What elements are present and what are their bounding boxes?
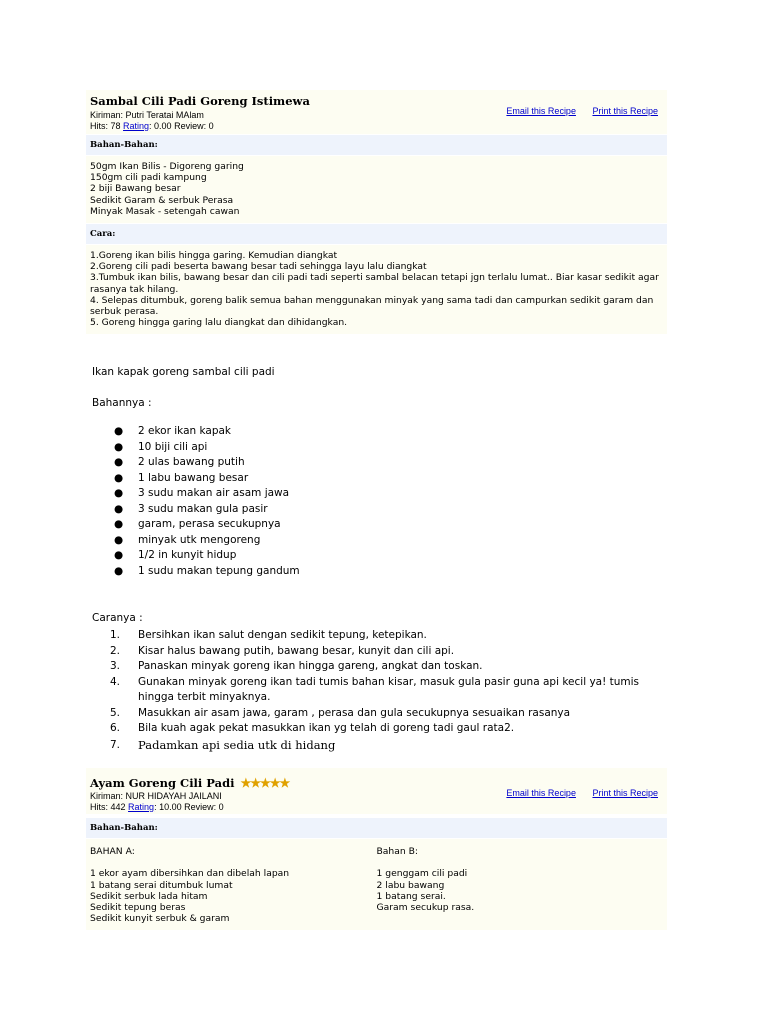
list-item <box>92 455 300 471</box>
step-text: Bersihkan ikan salut dengan sedikit tepung, ketepikan. <box>138 629 427 641</box>
step-item <box>92 628 672 644</box>
ingredient-text: 1 sudu makan tepung gandum <box>138 564 300 577</box>
bahan-line: Sedikit tepung beras <box>90 902 186 914</box>
email-recipe-link[interactable]: Email this Recipe <box>506 788 576 798</box>
hits-count: Hits: 442 <box>90 802 126 812</box>
bullet-icon: ● <box>114 471 124 484</box>
kapak-title: Ikan kapak goreng sambal cili padi <box>92 366 275 378</box>
list-item <box>92 548 300 564</box>
ingredient-text: 2 ulas bawang putih <box>138 456 245 468</box>
cara-line: 1.Goreng ikan bilis hingga garing. Kemudian diangkat <box>90 250 338 262</box>
recipe-actions <box>492 106 658 116</box>
step-number: 6. <box>110 722 121 734</box>
author-label: Kiriman: <box>90 110 124 120</box>
bullet-icon: ● <box>114 502 124 515</box>
print-recipe-link[interactable]: Print this Recipe <box>592 788 658 798</box>
recipe-title-text: Ayam Goreng Cili Padi <box>90 776 235 790</box>
ingredient-text: 1 labu bawang besar <box>138 471 249 484</box>
bahan-label: Bahan-Bahan <box>90 823 155 833</box>
rating-review: : 10.00 Review: 0 <box>154 802 224 812</box>
author-label: Kiriman: <box>90 791 124 801</box>
step-number: 2. <box>110 644 121 657</box>
bahan-line: 2 biji Bawang besar <box>90 183 181 195</box>
cara-line: 4. Selepas ditumbuk, goreng balik semua bahan menggunakan minyak yang sama tadi dan campurkan sedikit garam dan serbuk perasa. <box>90 294 654 318</box>
caranya-heading: Caranya : <box>92 612 143 624</box>
bahannya-heading: Bahannya : <box>92 397 152 409</box>
bahan-line: 1 genggam cili padi <box>376 868 468 880</box>
recipe-author <box>90 110 204 120</box>
step-text: Masukkan air asam jawa, garam , perasa dan gula secukupnya sesuaikan rasanya <box>138 706 571 719</box>
bahan-columns <box>86 839 667 930</box>
recipe-title <box>90 776 289 790</box>
bahan-label: Bahan-Bahan <box>90 140 155 150</box>
rating-link[interactable]: Rating <box>123 121 150 131</box>
recipe-stats <box>90 121 214 131</box>
ingredient-text: 3 sudu makan air asam jawa <box>138 487 290 499</box>
cara-line: 5. Goreng hingga garing lalu diangkat dan dihidangkan. <box>90 317 348 329</box>
recipe-author <box>90 791 222 801</box>
cara-line: 3.Tumbuk ikan bilis, bawang besar dan cili padi tadi seperti sambal belacan tetapi jgn terlalu lumat.. Biar kasar sedikit agar rasanya tak hilang. <box>90 272 659 295</box>
list-item <box>92 471 300 487</box>
step-text: Kisar halus bawang putih, bawang besar, kunyit dan cili api. <box>138 644 455 657</box>
bahan-line: 1 batang serai. <box>376 890 446 902</box>
step-item <box>92 659 672 675</box>
recipe-title: Sambal Cili Padi Goreng Istimewa <box>90 94 310 108</box>
bahan-line: 1 ekor ayam dibersihkan dan dibelah lapan <box>90 868 290 880</box>
rating-review: : 0.00 Review: 0 <box>149 121 214 131</box>
list-item <box>92 517 300 533</box>
rating-stars-icon: ★★★★★ <box>240 776 290 790</box>
bahan-label-bar: Bahan-Bahan: <box>86 135 667 155</box>
bullet-icon: ● <box>114 549 124 561</box>
bahan-a-column <box>90 846 377 924</box>
bullet-icon: ● <box>114 564 124 577</box>
author-name: Putri Teratai MAlam <box>125 110 204 120</box>
step-number: 4. <box>110 675 121 688</box>
cara-label: Cara <box>90 229 113 240</box>
step-item <box>92 675 672 706</box>
list-item <box>92 440 300 456</box>
step-number: 3. <box>110 660 121 672</box>
cara-label-bar: Cara: <box>86 224 667 244</box>
step-text: Gunakan minyak goreng ikan tadi tumis bahan kisar, masuk gula pasir guna api kecil ya! tumis hingga terbit minyaknya. <box>138 675 640 703</box>
step-item <box>92 721 672 737</box>
recipe-card-sambal <box>86 90 667 334</box>
rating-link[interactable]: Rating <box>128 802 155 812</box>
bullet-icon: ● <box>114 487 124 499</box>
ingredient-text: 2 ekor ikan kapak <box>138 425 232 437</box>
bahan-line: 50gm Ikan Bilis - Digoreng garing <box>90 161 244 172</box>
recipe-header <box>86 90 667 134</box>
bahan-line: Garam secukup rasa. <box>376 902 475 914</box>
list-item <box>92 564 300 580</box>
bullet-icon: ● <box>114 518 124 530</box>
bahan-line: Sedikit serbuk lada hitam <box>90 890 208 902</box>
bullet-icon: ● <box>114 456 124 468</box>
bullet-icon: ● <box>114 533 124 546</box>
cara-line: 2.Goreng cili padi beserta bawang besar tadi sehingga layu lalu diangkat <box>90 261 427 273</box>
recipe-actions <box>492 788 658 798</box>
bahan-line: Sedikit kunyit serbuk & garam <box>90 913 230 925</box>
bullet-icon: ● <box>114 440 124 453</box>
step-number: 7. <box>110 738 121 751</box>
bahan-line: Sedikit Garam & serbuk Perasa <box>90 194 234 206</box>
step-item <box>92 706 672 722</box>
email-recipe-link[interactable]: Email this Recipe <box>506 106 576 116</box>
step-item <box>92 644 672 660</box>
step-text: Bila kuah agak pekat masukkan ikan yg telah di goreng tadi gaul rata2. <box>138 722 515 734</box>
ingredient-text: 10 biji cili api <box>138 440 208 453</box>
list-item <box>92 424 300 440</box>
ingredient-text: 3 sudu makan gula pasir <box>138 502 268 515</box>
bahan-line: 150gm cili padi kampung <box>90 172 207 184</box>
bahan-label-bar: Bahan-Bahan: <box>86 818 667 838</box>
list-item <box>92 486 300 502</box>
bahan-line: 2 labu bawang <box>376 879 445 891</box>
bullet-icon: ● <box>114 425 124 437</box>
step-number: 5. <box>110 706 121 719</box>
hits-count: Hits: 78 <box>90 121 121 131</box>
ingredient-text: garam, perasa secukupnya <box>138 518 281 530</box>
author-name: NUR HIDAYAH JAILANI <box>125 791 222 801</box>
recipe-card-ayam <box>86 768 667 930</box>
step-number: 1. <box>110 629 121 641</box>
bahan-list <box>86 156 667 223</box>
list-item <box>92 533 300 549</box>
step-item <box>92 737 672 754</box>
bahan-line: Minyak Masak - setengah cawan <box>90 205 240 217</box>
print-recipe-link[interactable]: Print this Recipe <box>592 106 658 116</box>
ingredient-text: minyak utk mengoreng <box>138 533 261 546</box>
bahan-a-heading: BAHAN A: <box>90 846 135 857</box>
list-item <box>92 502 300 518</box>
bahan-b-heading: Bahan B: <box>376 846 419 857</box>
recipe-header <box>86 768 667 814</box>
ingredient-text: 1/2 in kunyit hidup <box>138 549 237 561</box>
recipe-stats <box>90 802 224 812</box>
cara-list <box>86 245 667 334</box>
step-text: Padamkan api sedia utk di hidang <box>138 737 336 752</box>
step-text: Panaskan minyak goreng ikan hingga gareng, angkat dan toskan. <box>138 660 483 672</box>
bahan-line: 1 batang serai ditumbuk lumat <box>90 879 233 891</box>
bahan-b-column <box>377 846 664 924</box>
